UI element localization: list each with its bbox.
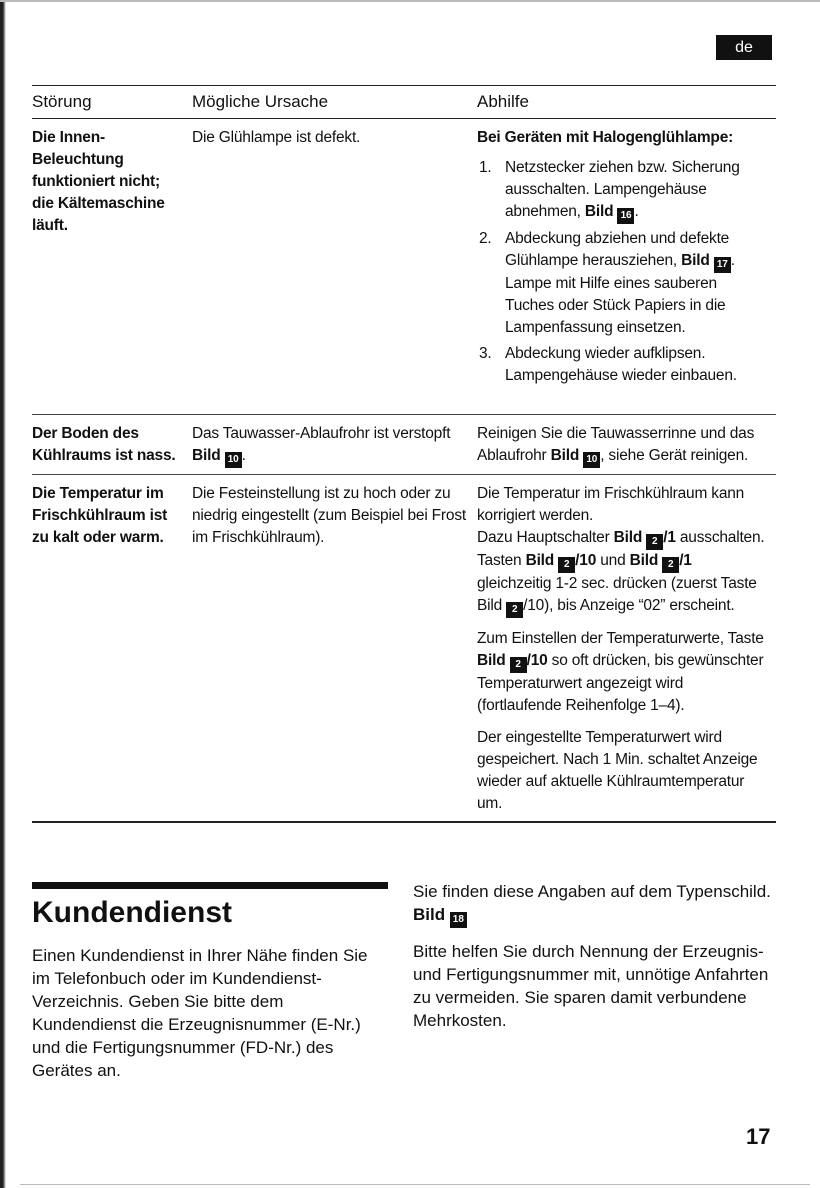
cause-cell: Die Festeinstellung ist zu hoch oder zu niedrig eingestellt (zum Beispiel bei Frost im Frischkühlraum). <box>192 475 477 823</box>
scan-edge <box>0 0 6 1188</box>
figure-label: Bild <box>477 652 506 669</box>
remedy-text: gleichzeitig 1-2 sec. drücken (zuerst Taste Bild <box>477 575 757 614</box>
figure-label: Bild <box>613 529 643 546</box>
figure-ref-badge: 16 <box>617 208 634 224</box>
figure-ref-badge: 2 <box>506 602 523 618</box>
figure-subref: /10 <box>523 597 545 614</box>
remedy-text: Dazu Hauptschalter <box>477 529 614 546</box>
page-number: 17 <box>746 1124 771 1149</box>
remedy-paragraph: Der eingestellte Temperaturwert wird gespeichert. Nach 1 Min. schaltet Anzeige wieder auf aktuelle Kühlraumtemperatur um. <box>477 729 758 812</box>
figure-ref-badge: 2 <box>510 657 527 673</box>
remedy-cell <box>477 415 776 475</box>
header-cause: Mögliche Ursache <box>192 86 477 119</box>
figure-label: Bild <box>413 905 446 924</box>
problem-cell: Die Temperatur im Frischkühlraum ist zu kalt oder warm. <box>32 475 192 823</box>
figure-ref-badge: 10 <box>225 452 242 468</box>
language-badge: de <box>716 35 772 60</box>
section-title: Kundendienst <box>32 896 232 929</box>
remedy-title: Bei Geräten mit Halogenglühlampe: <box>477 129 734 146</box>
step-text-after: . <box>634 203 639 220</box>
remedy-text: und <box>596 552 630 569</box>
list-item <box>477 157 766 224</box>
cause-text-after: . <box>241 447 246 464</box>
figure-label: Bild <box>525 552 555 569</box>
figure-ref-badge: 2 <box>646 534 663 550</box>
section-bar <box>32 882 388 889</box>
figure-subref: /1 <box>679 552 692 569</box>
cause-cell: Die Glühlampe ist defekt. <box>192 119 477 415</box>
remedy-text: Die Temperatur im Frischkühlraum kann korrigiert werden. <box>477 485 745 524</box>
service-text: Sie finden diese Angaben auf dem Typenschild. <box>413 882 771 901</box>
header-problem: Störung <box>32 86 192 119</box>
cause-text: Das Tauwasser-Ablaufrohr ist verstopft <box>192 425 451 442</box>
figure-subref: /10 <box>526 652 548 669</box>
step-text-after: . Lampe mit Hilfe eines sauberen Tuches oder Stück Papiers in die Lampenfassung einsetzen. <box>505 252 735 336</box>
service-details <box>413 880 783 1044</box>
remedy-text: ), bis Anzeige “02” erscheint. <box>544 597 735 614</box>
figure-label: Bild <box>629 552 659 569</box>
figure-ref-badge: 10 <box>583 452 600 468</box>
table-row <box>32 415 776 475</box>
remedy-text-after: , siehe Gerät reinigen. <box>600 447 749 464</box>
remedy-cell <box>477 119 776 415</box>
table-header-row <box>32 86 776 119</box>
remedy-steps <box>477 157 766 387</box>
figure-ref-badge: 18 <box>450 912 467 928</box>
header-remedy: Abhilfe <box>477 86 776 119</box>
remedy-paragraph <box>477 483 766 618</box>
remedy-paragraph <box>477 628 766 717</box>
remedy-text: Reinigen Sie die Tauwasserrinne und das Ablaufrohr <box>477 425 755 464</box>
problem-cell: Die Innen-Beleuchtung funktioniert nicht; die Kältemaschine läuft. <box>32 119 192 415</box>
figure-label: Bild <box>550 447 580 464</box>
top-border <box>0 0 820 2</box>
remedy-text: Zum Einstellen der Temperaturwerte, Taste <box>477 630 764 647</box>
service-paragraph <box>413 880 783 928</box>
remedy-text: so oft drücken, bis gewünschter Temperaturwert angezeigt wird (fortlaufende Reihenfolge 1–4). <box>477 652 764 714</box>
figure-label: Bild <box>192 447 221 464</box>
figure-ref-badge: 2 <box>558 557 575 573</box>
figure-subref: /10 <box>575 552 597 569</box>
step-number: 3. <box>479 345 492 362</box>
step-number: 1. <box>479 159 492 176</box>
service-paragraph: Bitte helfen Sie durch Nennung der Erzeugnis- und Fertigungsnummer mit, unnötige Anfahrten zu vermeiden. Sie sparen damit verbundene Mehrkosten. <box>413 942 769 1030</box>
figure-subref: /1 <box>663 529 676 546</box>
remedy-text: ausschalten. Tasten <box>477 529 765 569</box>
troubleshooting-table <box>32 86 776 823</box>
table-row <box>32 475 776 823</box>
bottom-border <box>20 1184 810 1185</box>
service-intro-text: Einen Kundendienst in Ihrer Nähe finden Sie im Telefonbuch oder im Kundendienst-Verzeichnis. Geben Sie bitte dem Kundendienst die Erzeugnisnummer (E-Nr.) und die Fertigungsnummer (FD-Nr.) des Gerätes an. <box>32 946 368 1080</box>
cause-cell <box>192 415 477 475</box>
step-number: 2. <box>479 230 492 247</box>
step-text: Abdeckung abziehen und defekte Glühlampe herausziehen, <box>505 230 730 269</box>
step-text: Abdeckung wieder aufklipsen. Lampengehäuse wieder einbauen. <box>505 345 737 384</box>
figure-ref-badge: 17 <box>714 257 731 273</box>
figure-label: Bild <box>681 252 710 269</box>
figure-ref-badge: 2 <box>662 557 679 573</box>
list-item <box>477 228 766 339</box>
table-row <box>32 119 776 415</box>
remedy-cell <box>477 475 776 823</box>
figure-label: Bild <box>584 203 614 220</box>
step-text: Netzstecker ziehen bzw. Sicherung ausschalten. Lampengehäuse abnehmen, <box>505 159 740 220</box>
list-item <box>477 343 766 387</box>
problem-cell: Der Boden des Kühlraums ist nass. <box>32 415 192 475</box>
